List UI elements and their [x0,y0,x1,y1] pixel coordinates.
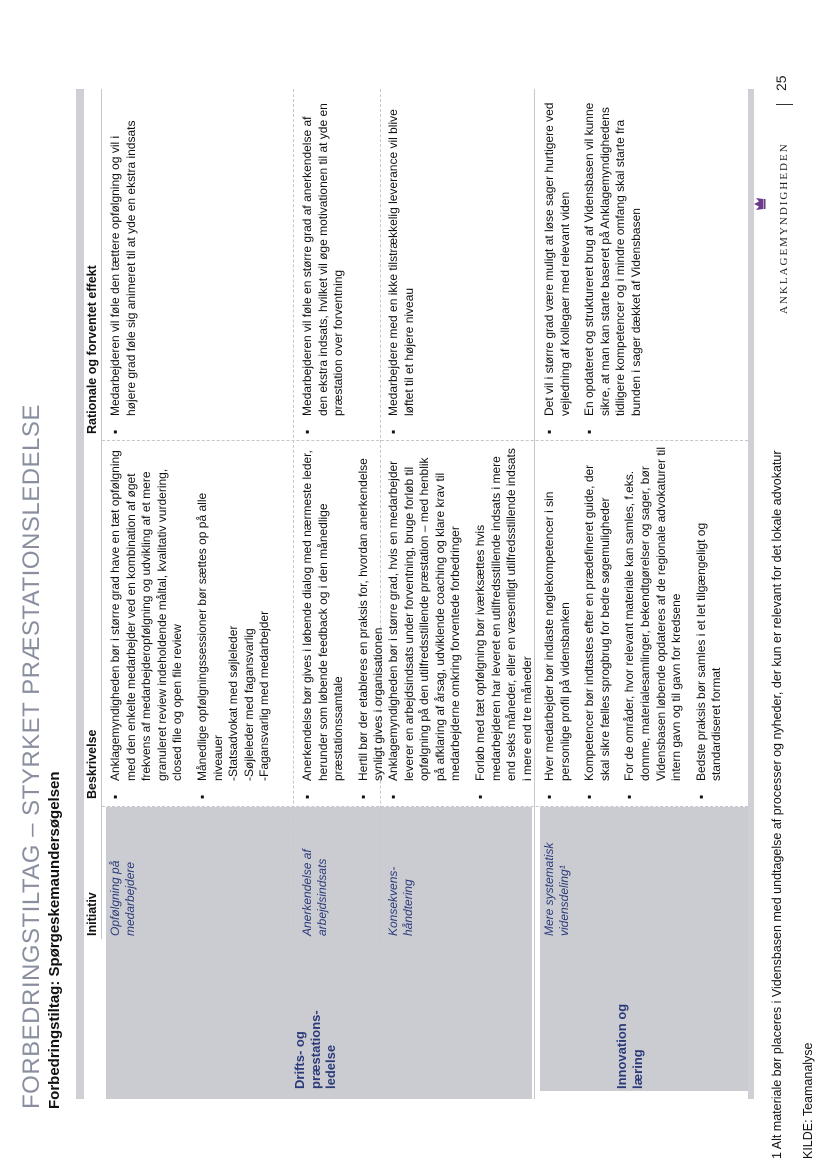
initiative-opfolgning: Opfølgning på medarbejdere [108,860,137,936]
rationale-cell [300,99,356,434]
page-title: FORBEDRINGSTILTAG – STYRKET PRÆSTATIONSLEDELSE [18,404,45,1109]
header-rule [101,89,102,939]
category-label-innovation: Innovation og læring [614,1003,645,1089]
source-note: KILDE: Teamanalyse [801,1042,815,1159]
bullet-icon: ▪ [542,794,556,799]
bullet-icon: ▪ [355,794,370,799]
bullet-icon: ▪ [108,429,122,434]
description-cell [108,447,282,799]
bullet-icon: ▪ [300,794,314,799]
bullet-icon: ▪ [108,794,122,799]
list-item: ▪ Forløb med tæt opfølgning bør iværksættes hvis medarbejderen har leveret en utilfredsstillende indsats i mere end seks måneder, eller en væsentligt utilfredsstillende indsats i mere end tre måneder [472,448,534,799]
bullet-icon: ▪ [693,794,708,799]
bullet-icon: ▪ [582,794,597,799]
page-divider [776,104,793,105]
list-item: ▪ Medarbejderen vil føle en større grad af anerkendelse af den ekstra indsats, hvilket vil øge motivationen til at yde en præstation over forventning [300,103,346,434]
list-item: ▪ Kompetencer bør indtastes efter en prædefineret guide, der skal sikre fælles sprogbrug for bedre søgemuligheder [582,464,612,799]
list-item: ▪ Bedste praksis bør samles i et let tilgængeligt og standardiseret format [693,522,724,799]
list-item: ▪ Medarbejdere med en ikke tilstrækkelig leverance vil blive løftet til et højere niveau [386,109,416,434]
bullet-icon: ▪ [194,794,209,799]
description-cell [300,447,396,799]
list-item: ▪ Hver medarbejder bør indlaste nøglekompetencer i sin personlige profil på vidensbanken [542,491,572,799]
category-label-drift: Drifts- og præstations- ledelse [292,1010,339,1089]
row-divider [293,89,294,939]
page-subtitle: Forbedringstiltag: Spørgeskemaundersøgelsen [46,771,63,1109]
list-item: ▪ Det vil i større grad være muligt at løse sager hurtigere ved vejledning af kollegaer med relevant viden [542,102,572,434]
list-item: ▪ Månedlige opfølgningssessioner bør sættes op på alle niveauer -Statsadvokat med søjleleder -Søjleleder med fagansvarlig -Fagansvarlig med medarbejder [194,492,272,799]
rationale-cell [542,99,654,434]
description-cell [386,447,544,799]
crown-logo-icon [752,197,766,211]
list-item: ▪ Hertil bør der etableres en praksis for, hvordan anerkendelse synligt gives i organisationen [355,458,386,799]
initiative-vidensdeling: Mere systematisk vidensdeling¹ [542,842,571,936]
column-header-initiativ: Initiativ [85,892,99,936]
bullet-icon: ▪ [386,794,400,799]
bullet-icon: ▪ [542,429,556,434]
column-divider [102,440,748,441]
description-cell [542,447,734,799]
list-item: ▪ Medarbejderen vil føle den tættere opfølgning og vil i højere grad føle sig animeret til at yde en ekstra indsats [108,120,138,434]
header-band [76,89,84,1099]
column-divider [102,806,748,807]
footnote: 1 Alt materiale bør placeres i Vidensbasen med undtagelse af processer og nyheder, der kun er relevant for det lokale advokatur [770,450,784,1159]
initiative-anerkendelse: Anerkendelse af arbejdsindsats [300,849,329,936]
bullet-icon: ▪ [622,794,637,799]
column-header-rationale: Rationale og forventet effekt [85,265,99,434]
bullet-icon: ▪ [300,429,314,434]
list-item: ▪ En opdateret og struktureret brug af Vidensbasen vil kunne sikre, at man kan starte baseret på Anklagemyndighedens tidligere kompetencer og i mindre omfang skal starte fra bunden i sager dækket af Vidensbasen [582,102,643,434]
list-item: ▪ For de områder, hvor relevant materiale kan samles, f.eks. domme, materialesamlinger, bekendtgørelser og sager, bør Vidensbasen løbende opdateres af de regionale advokaturer til intern gavn og til gavn for kredsene [622,446,684,799]
rationale-cell [108,99,148,434]
initiative-konsekvens: Konsekvens- håndtering [386,866,415,936]
page-number: 25 [773,75,789,91]
rationale-cell [386,99,426,434]
list-item: ▪ Anerkendelse bør gives i løbende dialog med nærmeste leder, herunder som løbende feedback og i den månedlige præstationssamtale [300,450,346,799]
bullet-icon: ▪ [386,429,400,434]
footer-band [748,89,754,1099]
bullet-icon: ▪ [472,794,487,799]
bullet-icon: ▪ [582,429,597,434]
logo-text: ANKLAGEMYNDIGHEDEN [778,142,790,314]
list-item: ▪ Anklagemyndigheden bør i større grad have en tæt opfølgning med den enkelte medarbejder ved en kombination af øget frekvens af medarbejderopfølgning og udvikling af et mere granuleret review indeholdende måltal, kvalitativ vurdering, closed file og open file review [108,450,185,799]
column-header-beskrivelse: Beskrivelse [85,729,99,799]
list-item: ▪ Anklagemyndigheden bør i større grad, hvis en medarbejder leverer en arbejdsindsats under forventning, bruge forløb til opfølgning på den utilfredsstillende præstation – med henblik på afklaring af årsag, udviklende coaching og klare krav til medarbejderne omkring forventede forbedringer [386,457,463,799]
